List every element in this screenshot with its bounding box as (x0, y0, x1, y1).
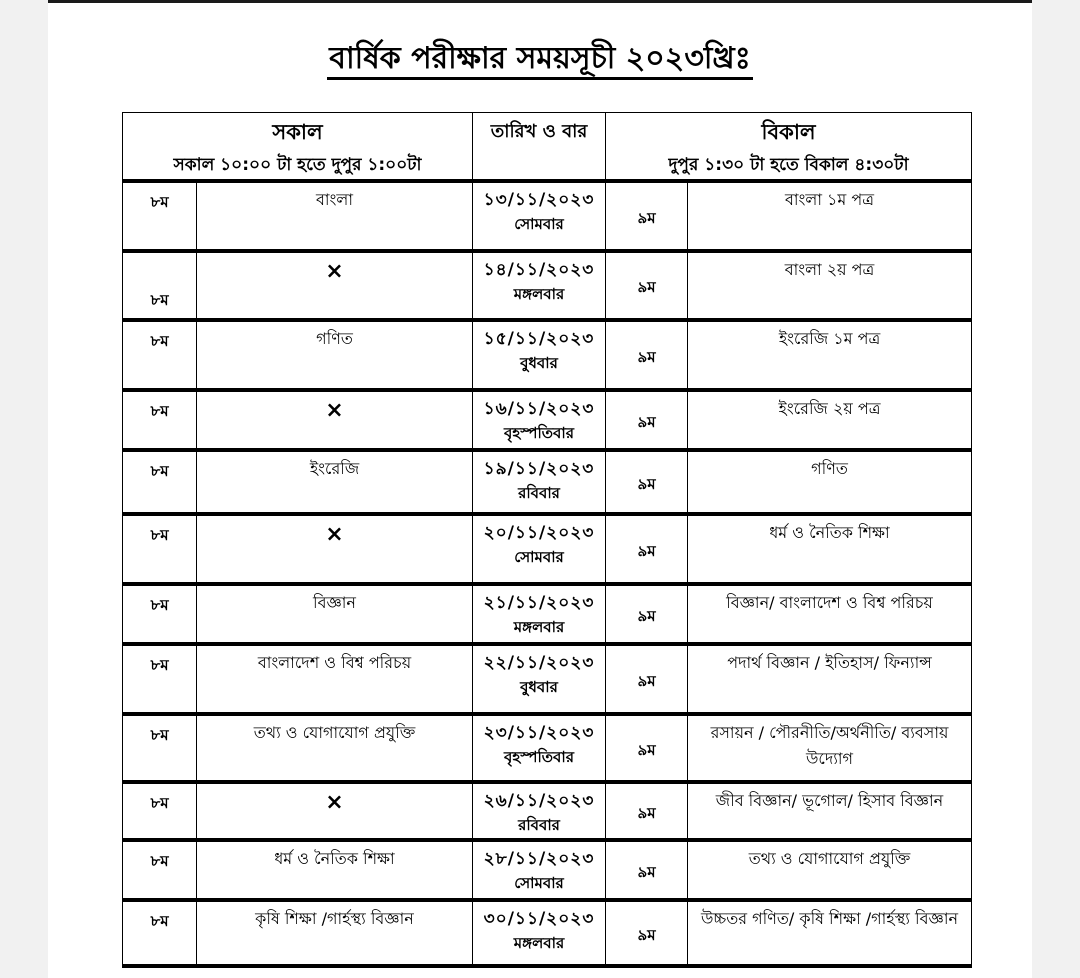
exam-date: ১৫/১১/২০২৩ (483, 329, 595, 349)
afternoon-class: ৯ম (637, 606, 656, 625)
exam-date: ২১/১১/২০২৩ (483, 593, 595, 613)
morning-subject-cell (197, 390, 473, 450)
afternoon-class-cell (606, 390, 688, 450)
table-row (123, 782, 972, 840)
morning-class: ৮ম (150, 656, 169, 674)
afternoon-subject: জীব বিজ্ঞান/ ভূগোল/ হিসাব বিজ্ঞান (715, 791, 944, 810)
afternoon-class-cell (606, 840, 688, 900)
table-row (123, 450, 972, 514)
afternoon-subject: তথ্য ও যোগাযোগ প্রযুক্তি (748, 849, 911, 868)
morning-subject: তথ্য ও যোগাযোগ প্রযুক্তি (253, 723, 416, 742)
afternoon-subject-cell (688, 514, 972, 584)
morning-class-cell (123, 840, 197, 900)
morning-class: ৮ম (150, 912, 169, 930)
exam-date: ২৮/১১/২০২৩ (483, 849, 595, 869)
date-header (473, 113, 606, 182)
afternoon-class: ৯ম (637, 278, 656, 296)
afternoon-subject: বাংলা ১ম পত্র (784, 190, 875, 209)
morning-class: ৮ম (150, 596, 169, 614)
afternoon-label: বিকাল (761, 120, 816, 144)
exam-day: মঙ্গলবার (513, 285, 565, 303)
afternoon-class-cell (606, 644, 688, 714)
afternoon-subject-cell (688, 900, 972, 966)
exam-day: রবিবার (518, 484, 560, 502)
exam-day: বৃহস্পতিবার (504, 424, 574, 442)
table-row (123, 514, 972, 584)
morning-subject-cell (197, 584, 473, 644)
afternoon-time: দুপুর ১:৩০ টা হতে বিকাল ৪:৩০টা (668, 155, 909, 175)
morning-class: ৮ম (150, 726, 169, 744)
morning-subject: ইংরেজি (309, 459, 360, 478)
afternoon-class: ৯ম (637, 541, 656, 560)
afternoon-class: ৯ম (637, 803, 656, 822)
date-label: তারিখ ও বার (490, 121, 588, 142)
afternoon-subject-cell (688, 782, 972, 840)
afternoon-subject-cell (688, 390, 972, 450)
table-row (123, 714, 972, 782)
morning-subject-cell (197, 514, 473, 584)
exam-date: ১৯/১১/২০২৩ (483, 459, 595, 479)
afternoon-class-cell (606, 320, 688, 390)
table-row (123, 840, 972, 900)
afternoon-header (606, 113, 972, 182)
afternoon-class: ৯ম (637, 671, 656, 690)
afternoon-class: ৯ম (637, 862, 656, 881)
exam-date: ১৬/১১/২০২৩ (483, 399, 595, 419)
afternoon-class: ৯ম (637, 474, 656, 493)
table-row (123, 644, 972, 714)
morning-class: ৮ম (150, 526, 169, 544)
afternoon-subject: পদার্থ বিজ্ঞান / ইতিহাস/ ফিন্যান্স (727, 653, 932, 672)
morning-subject-cell (197, 840, 473, 900)
no-exam-cross-icon: × (325, 259, 344, 284)
exam-day: মঙ্গলবার (513, 618, 565, 636)
date-cell (473, 644, 606, 714)
afternoon-class: ৯ম (637, 208, 656, 227)
date-cell (473, 390, 606, 450)
date-cell (473, 782, 606, 840)
afternoon-subject: ইংরেজি ১ম পত্র (778, 329, 881, 348)
exam-day: বৃহস্পতিবার (504, 748, 574, 766)
morning-subject: গণিত (316, 329, 353, 348)
afternoon-class: ৯ম (637, 925, 656, 944)
afternoon-subject-cell (688, 251, 972, 320)
table-row (123, 320, 972, 390)
morning-label: সকাল (272, 120, 323, 144)
no-exam-cross-icon: × (325, 522, 344, 547)
morning-subject-cell (197, 644, 473, 714)
afternoon-subject-cell (688, 714, 972, 782)
morning-subject-cell (197, 714, 473, 782)
morning-subject-cell (197, 320, 473, 390)
afternoon-class-cell (606, 900, 688, 966)
afternoon-class-cell (606, 450, 688, 514)
morning-class-cell (123, 390, 197, 450)
afternoon-class-cell (606, 584, 688, 644)
date-cell (473, 840, 606, 900)
morning-class-cell (123, 714, 197, 782)
exam-day: বুধবার (520, 354, 558, 372)
afternoon-subject-cell (688, 840, 972, 900)
morning-class-cell (123, 181, 197, 251)
exam-day: সোমবার (514, 215, 564, 233)
morning-class: ৮ম (150, 402, 169, 420)
morning-class: ৮ম (150, 193, 169, 211)
table-row (123, 584, 972, 644)
afternoon-class-cell (606, 714, 688, 782)
date-cell (473, 584, 606, 644)
exam-date: ১৪/১১/২০২৩ (483, 260, 595, 280)
morning-class-cell (123, 644, 197, 714)
exam-date: ১৩/১১/২০২৩ (483, 190, 595, 210)
afternoon-subject-cell (688, 181, 972, 251)
afternoon-subject: রসায়ন / পৌরনীতি/অর্থনীতি/ ব্যবসায় উদ্যোগ (710, 723, 949, 768)
morning-subject-cell (197, 900, 473, 966)
morning-class: ৮ম (150, 852, 169, 870)
morning-subject-cell (197, 181, 473, 251)
table-row (123, 390, 972, 450)
date-cell (473, 900, 606, 966)
afternoon-subject-cell (688, 644, 972, 714)
exam-day: মঙ্গলবার (513, 934, 565, 952)
morning-subject: ধর্ম ও নৈতিক শিক্ষা (274, 849, 395, 868)
afternoon-class: ৯ম (637, 347, 656, 366)
morning-subject-cell (197, 251, 473, 320)
afternoon-subject-cell (688, 450, 972, 514)
no-exam-cross-icon: × (325, 790, 344, 815)
date-cell (473, 320, 606, 390)
no-exam-cross-icon: × (325, 398, 344, 423)
date-cell (473, 514, 606, 584)
date-cell (473, 181, 606, 251)
afternoon-class: ৯ম (637, 740, 656, 759)
afternoon-subject: গণিত (811, 459, 848, 478)
morning-subject: বাংলাদেশ ও বিশ্ব পরিচয় (257, 653, 412, 672)
table-row (123, 181, 972, 251)
morning-class-cell (123, 584, 197, 644)
morning-subject: কৃষি শিক্ষা /গার্হস্থ্য বিজ্ঞান (255, 909, 414, 928)
morning-class-cell (123, 514, 197, 584)
afternoon-class-cell (606, 514, 688, 584)
afternoon-subject: উচ্চতর গণিত/ কৃষি শিক্ষা /গার্হস্থ্য বিজ্ঞান (700, 909, 959, 928)
exam-day: সোমবার (514, 548, 564, 566)
title-text: বার্ষিক পরীক্ষার সময়সূচী ২০২৩খ্রিঃ (327, 41, 752, 80)
morning-subject: বাংলা (316, 190, 353, 209)
afternoon-subject: ধর্ম ও নৈতিক শিক্ষা (769, 523, 890, 542)
page-title (48, 39, 1032, 79)
morning-class-cell (123, 782, 197, 840)
morning-subject-cell (197, 782, 473, 840)
exam-day: বুধবার (520, 678, 558, 696)
afternoon-subject-cell (688, 584, 972, 644)
table-row (123, 251, 972, 320)
header-row (123, 113, 972, 182)
morning-class: ৮ম (150, 462, 169, 480)
morning-class: ৮ম (150, 291, 169, 309)
morning-time: সকাল ১০:০০ টা হতে দুপুর ১:০০টা (173, 155, 422, 175)
exam-date: ৩০/১১/২০২৩ (483, 909, 595, 929)
morning-subject: বিজ্ঞান (313, 593, 356, 612)
morning-class-cell (123, 320, 197, 390)
afternoon-subject: বিজ্ঞান/ বাংলাদেশ ও বিশ্ব পরিচয় (726, 593, 933, 612)
document-page (48, 0, 1032, 978)
morning-class-cell (123, 900, 197, 966)
afternoon-subject: বাংলা ২য় পত্র (784, 260, 875, 279)
exam-date: ২০/১১/২০২৩ (483, 523, 595, 543)
date-cell (473, 450, 606, 514)
afternoon-class-cell (606, 782, 688, 840)
exam-schedule-table (122, 112, 972, 968)
morning-class: ৮ম (150, 794, 169, 812)
date-cell (473, 251, 606, 320)
morning-class: ৮ম (150, 332, 169, 350)
exam-day: রবিবার (518, 816, 560, 834)
morning-header (123, 113, 473, 182)
morning-class-cell (123, 450, 197, 514)
afternoon-class: ৯ম (637, 412, 656, 431)
afternoon-class-cell (606, 181, 688, 251)
morning-class-cell (123, 251, 197, 320)
afternoon-class-cell (606, 251, 688, 320)
afternoon-subject: ইংরেজি ২য় পত্র (778, 399, 881, 418)
exam-date: ২৩/১১/২০২৩ (483, 723, 595, 743)
afternoon-subject-cell (688, 320, 972, 390)
morning-subject-cell (197, 450, 473, 514)
table-row (123, 900, 972, 966)
exam-day: সোমবার (514, 874, 564, 892)
exam-date: ২২/১১/২০২৩ (483, 653, 595, 673)
date-cell (473, 714, 606, 782)
exam-date: ২৬/১১/২০২৩ (483, 791, 595, 811)
